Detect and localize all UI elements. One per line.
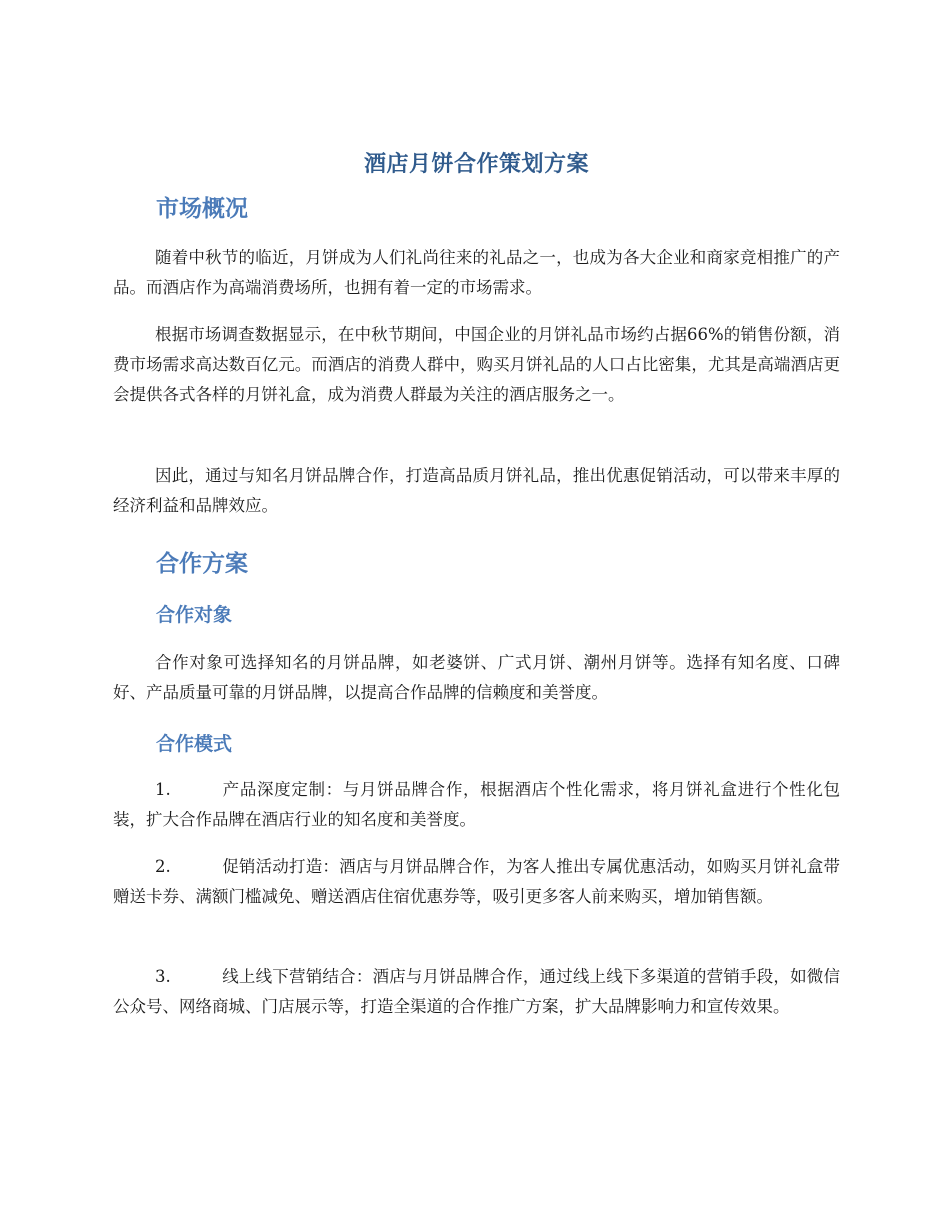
list-item <box>113 852 840 912</box>
subsection-heading-modes: 合作模式 <box>156 733 233 755</box>
list-item-text: 产品深度定制：与月饼品牌合作，根据酒店个性化需求，将月饼礼盒进行个性化包装，扩大合作品牌在酒店行业的知名度和美誉度。 <box>113 780 840 829</box>
section-heading-market-overview: 市场概况 <box>156 196 248 222</box>
list-item-text: 线上线下营销结合：酒店与月饼品牌合作，通过线上线下多渠道的营销手段，如微信公众号、网络商城、门店展示等，打造全渠道的合作推广方案，扩大品牌影响力和宣传效果。 <box>113 967 840 1016</box>
list-item-number: 3. <box>155 967 171 986</box>
paragraph-market-1: 随着中秋节的临近，月饼成为人们礼尚往来的礼品之一，也成为各大企业和商家竞相推广的产品。而酒店作为高端消费场所，也拥有着一定的市场需求。 <box>113 248 840 297</box>
list-item-number: 2. <box>155 857 171 876</box>
list-item-number: 1. <box>155 780 171 799</box>
section-heading-cooperation-plan: 合作方案 <box>156 551 248 577</box>
list-item <box>113 962 840 1022</box>
list-item-text: 促销活动打造：酒店与月饼品牌合作，为客人推出专属优惠活动，如购买月饼礼盒带赠送卡券、满额门槛减免、赠送酒店住宿优惠券等，吸引更多客人前来购买，增加销售额。 <box>113 857 840 906</box>
document-title: 酒店月饼合作策划方案 <box>363 152 589 177</box>
paragraph-partners: 合作对象可选择知名的月饼品牌，如老婆饼、广式月饼、潮州月饼等。选择有知名度、口碑好、产品质量可靠的月饼品牌，以提高合作品牌的信赖度和美誉度。 <box>113 653 840 702</box>
paragraph-market-3: 因此，通过与知名月饼品牌合作，打造高品质月饼礼品，推出优惠促销活动，可以带来丰厚的经济利益和品牌效应。 <box>113 466 840 515</box>
list-item <box>113 775 840 835</box>
subsection-heading-partners: 合作对象 <box>156 604 233 626</box>
paragraph-market-2: 根据市场调查数据显示，在中秋节期间，中国企业的月饼礼品市场约占据66%的销售份额，消费市场需求高达数百亿元。而酒店的消费人群中，购买月饼礼品的人口占比密集，尤其是高端酒店更会提供各式各样的月饼礼盒，成为消费人群最为关注的酒店服务之一。 <box>113 325 840 404</box>
